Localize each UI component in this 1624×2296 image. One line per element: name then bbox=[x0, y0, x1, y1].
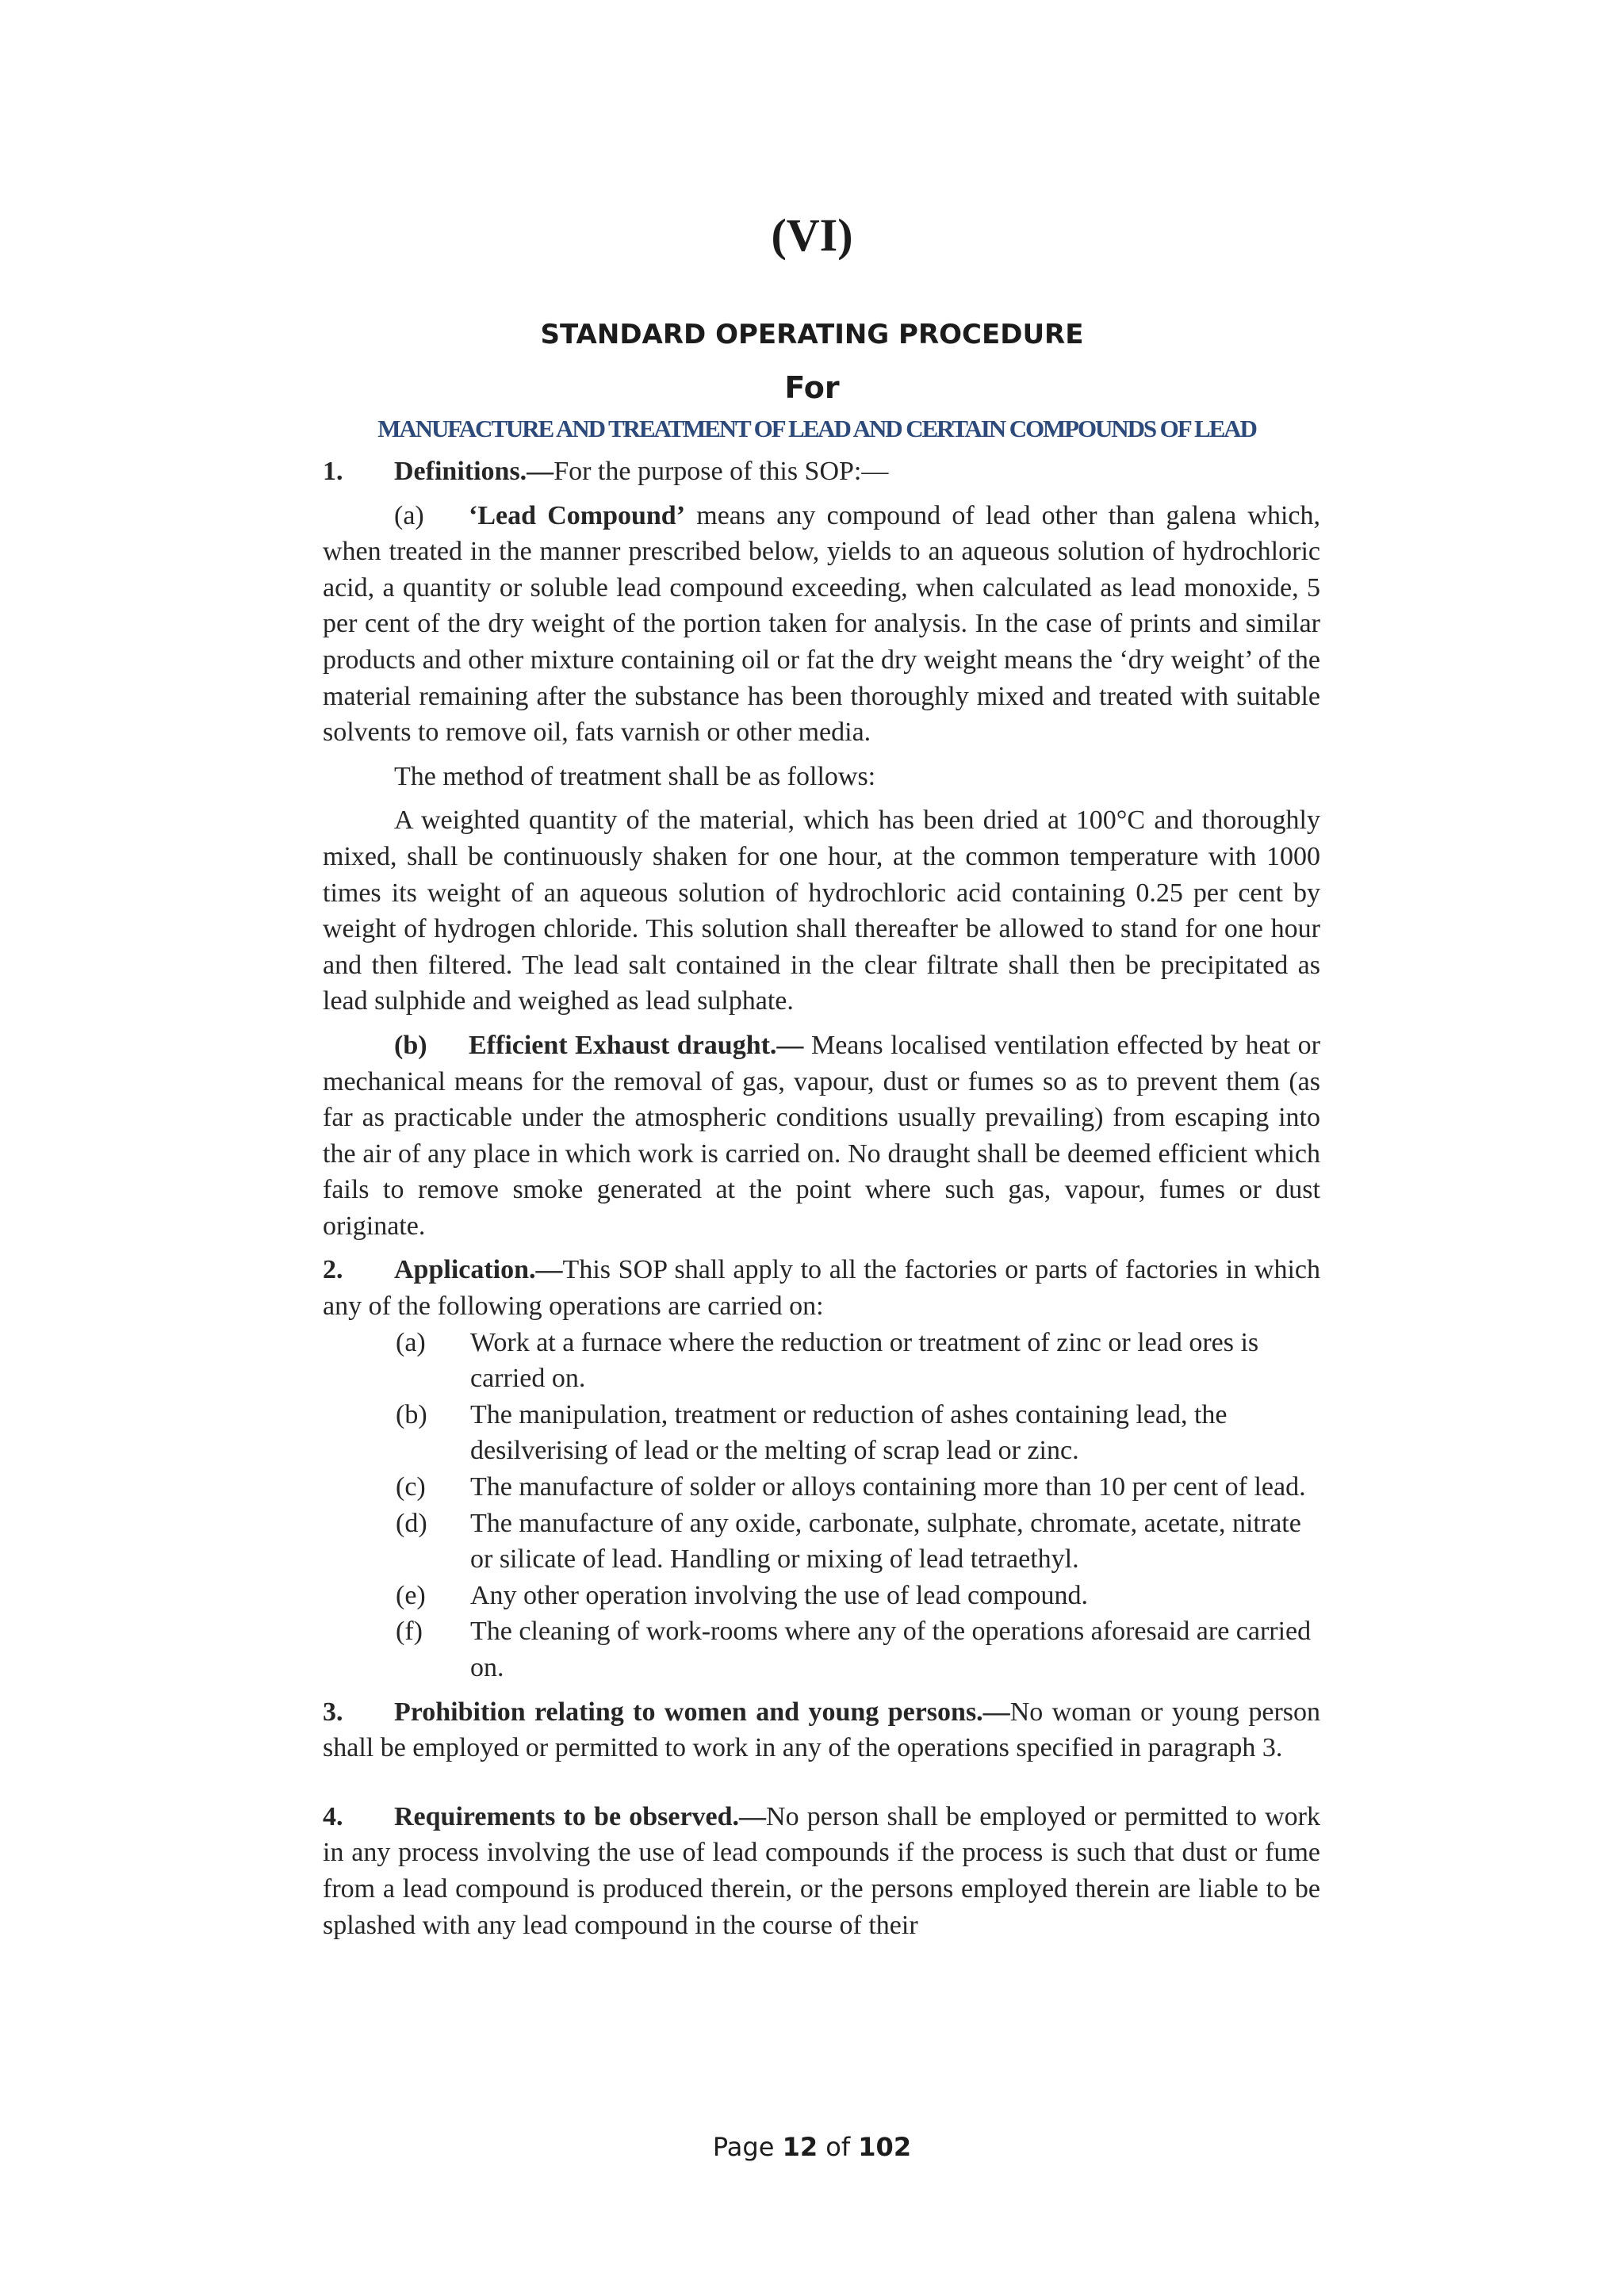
chapter-number: (VI) bbox=[771, 209, 853, 261]
page-prefix: Page bbox=[712, 2132, 783, 2162]
list-item bbox=[323, 1578, 1320, 1614]
definition-lead-compound bbox=[323, 498, 1320, 751]
operations-list bbox=[323, 1325, 1320, 1686]
section-text: For the purpose of this SOP:— bbox=[553, 457, 889, 486]
section-heading: Definitions.— bbox=[394, 457, 554, 486]
list-item bbox=[323, 1397, 1320, 1469]
method-text-paragraph: A weighted quantity of the material, which has been dried at 100°C and thoroughly mixed, shall be continuously shaken for one hour, at the common temperature with 1000 times its weight of an aqueous solution of hydrochloric acid containing 0.25 per cent by weight of hydrogen chloride. This solution shall thereafter be allowed to stand for one hour and then filtered. The lead salt contained in the clear filtrate shall then be precipitated as lead sulphide and weighed as lead sulphate. bbox=[323, 806, 1320, 1016]
section-heading: Prohibition relating to women and young persons.— bbox=[394, 1697, 1010, 1727]
method-intro-paragraph: The method of treatment shall be as follows: bbox=[394, 761, 876, 791]
list-item-label: (a) bbox=[396, 1327, 426, 1357]
page-footer bbox=[0, 2134, 1624, 2160]
document-subject: MANUFACTURE AND TREATMENT OF LEAD AND CERTAIN COMPOUNDS OF LEAD bbox=[377, 415, 1256, 442]
list-item-label: (b) bbox=[396, 1399, 427, 1429]
section-heading: Application.— bbox=[394, 1255, 563, 1285]
list-item-text: The manufacture of any oxide, carbonate, sulphate, chromate, acetate, nitrate or silicate of lead. Handling or mixing of lead tetraethyl. bbox=[470, 1508, 1301, 1575]
page-total: 102 bbox=[858, 2132, 912, 2162]
page-of: of bbox=[818, 2132, 859, 2162]
list-item bbox=[323, 1506, 1320, 1578]
page-current: 12 bbox=[782, 2132, 818, 2162]
list-item-text: Work at a furnace where the reduction or treatment of zinc or lead ores is carried on. bbox=[470, 1327, 1259, 1394]
document-title: STANDARD OPERATING PROCEDURE bbox=[540, 319, 1084, 350]
section-4-paragraph bbox=[323, 1799, 1320, 1943]
document-body bbox=[323, 453, 1320, 1943]
definition-term: ‘Lead Compound’ bbox=[469, 500, 686, 530]
list-item-text: Any other operation involving the use of lead compound. bbox=[470, 1580, 1088, 1610]
list-item-text: The manipulation, treatment or reduction of ashes containing lead, the desilverising of lead or the melting of scrap lead or zinc. bbox=[470, 1399, 1228, 1466]
section-number: 2. bbox=[323, 1255, 343, 1285]
section-text: This SOP shall apply to all the factories or parts of factories in which any of the following operations are carried on: bbox=[323, 1255, 1320, 1322]
section-number: 4. bbox=[323, 1801, 343, 1831]
section-text: No woman or young person shall be employed or permitted to work in any of the operations specified in paragraph 3. bbox=[323, 1697, 1320, 1763]
list-item-label: (d) bbox=[396, 1508, 427, 1538]
definition-term: Efficient Exhaust draught.— bbox=[469, 1030, 804, 1060]
section-3-paragraph bbox=[323, 1694, 1320, 1766]
list-item-label: (f) bbox=[396, 1617, 423, 1647]
list-item bbox=[323, 1325, 1320, 1397]
section-1-heading-paragraph bbox=[323, 453, 1320, 490]
definition-text: Means localised ventilation effected by heat or mechanical means for the removal of gas, vapour, dust or fumes so as to prevent them (as far as practicable under the atmospheric conditions usually prevailing) from escaping into the air of any place in which work is carried on. No draught shall be deemed efficient which fails to remove smoke generated at the point where such gas, vapour, fumes or dust originate. bbox=[323, 1030, 1320, 1241]
item-label: (b) bbox=[394, 1030, 427, 1060]
item-label: (a) bbox=[394, 500, 424, 530]
list-item-text: The manufacture of solder or alloys containing more than 10 per cent of lead. bbox=[470, 1472, 1306, 1502]
definition-exhaust-draught bbox=[323, 1027, 1320, 1245]
section-number: 3. bbox=[323, 1697, 343, 1727]
list-item-text: The cleaning of work-rooms where any of the operations aforesaid are carried on. bbox=[470, 1617, 1312, 1682]
list-item bbox=[323, 1613, 1320, 1686]
list-item bbox=[323, 1469, 1320, 1506]
definition-text: means any compound of lead other than galena which, when treated in the manner prescribed below, yields to an aqueous solution of hydrochloric acid, a quantity or soluble lead compound exceeding, when calculated as lead monoxide, 5 per cent of the dry weight of the portion taken for analysis. In the case of prints and similar products and other mixture containing oil or fat the dry weight means the ‘dry weight’ of the material remaining after the substance has been thoroughly mixed and treated with suitable solvents to remove oil, fats varnish or other media. bbox=[323, 500, 1320, 748]
list-item-label: (c) bbox=[396, 1472, 426, 1502]
section-heading: Requirements to be observed.— bbox=[394, 1801, 767, 1831]
list-item-label: (e) bbox=[396, 1580, 426, 1610]
section-2-paragraph bbox=[323, 1252, 1320, 1324]
section-number: 1. bbox=[323, 457, 343, 486]
document-for-label: For bbox=[784, 370, 840, 405]
section-text: No person shall be employed or permitted to work in any process involving the use of lead compounds if the process is such that dust or fume from a lead compound is produced therein, or the persons employed therein are liable to be splashed with any lead compound in the course of their bbox=[323, 1801, 1321, 1940]
